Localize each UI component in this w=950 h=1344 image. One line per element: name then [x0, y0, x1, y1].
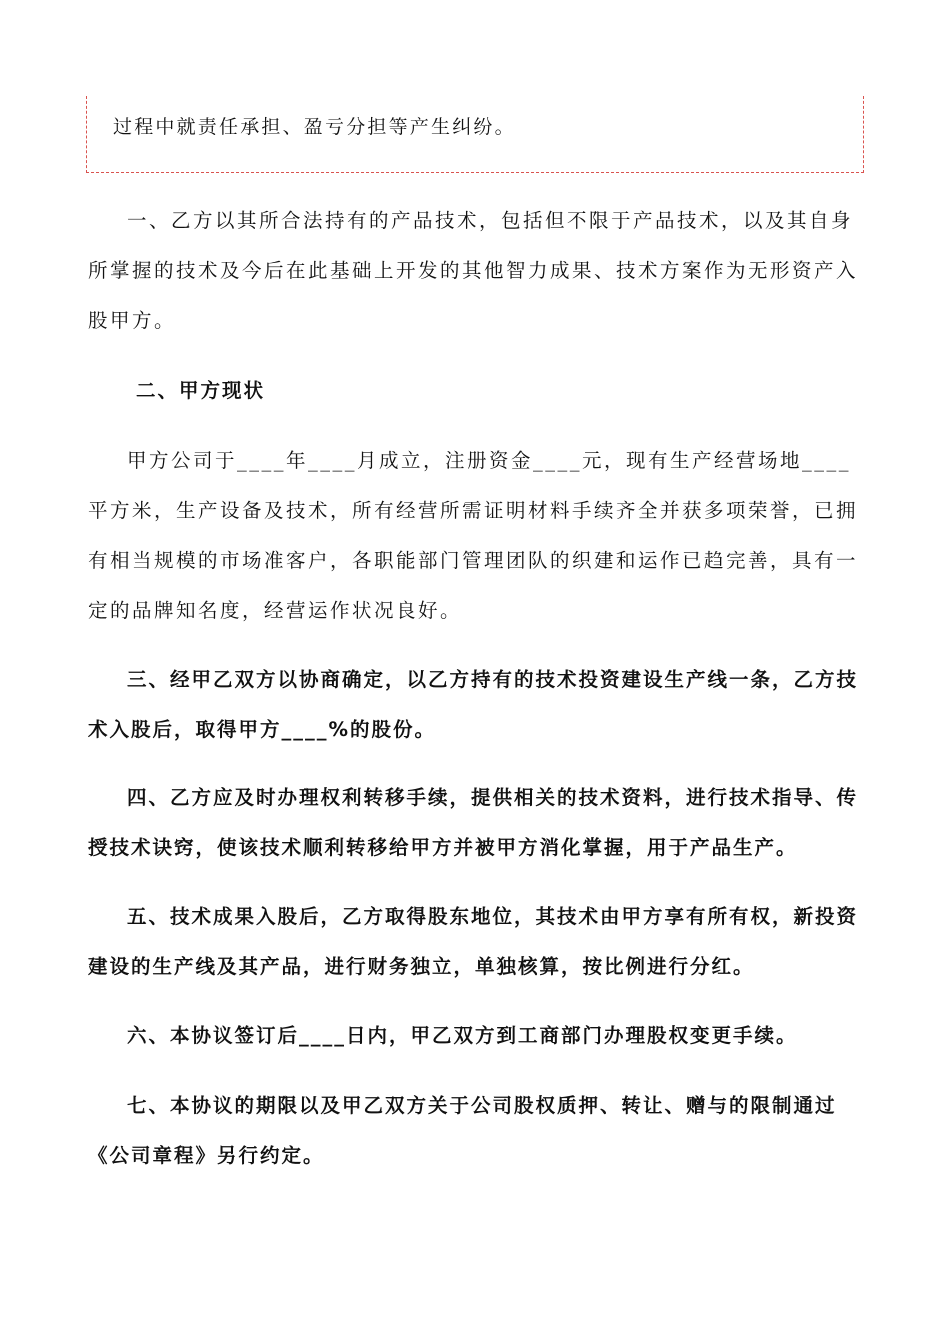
clause-1: 一、乙方以其所合法持有的产品技术，包括但不限于产品技术，以及其自身所掌握的技术及今后在此基础上开发的其他智力成果、技术方案作为无形资产入股甲方。 — [88, 209, 859, 332]
clause-4: 四、乙方应及时办理权利转移手续，提供相关的技术资料，进行技术指导、传授技术诀窍，使该技术顺利转移给甲方并被甲方消化掌握，用于产品生产。 — [88, 786, 859, 859]
dashed-text-box — [86, 96, 864, 173]
heading-2: 二、甲方现状 — [136, 379, 266, 402]
clause-6: 六、本协议签订后____日内，甲乙双方到工商部门办理股权变更手续。 — [127, 1024, 798, 1047]
box-text: 过程中就责任承担、盈亏分担等产生纠纷。 — [113, 116, 516, 138]
clause-7: 七、本协议的期限以及甲乙双方关于公司股权质押、转让、赠与的限制通过《公司章程》另行约定。 — [88, 1094, 837, 1167]
clause-3: 三、经甲乙双方以协商确定，以乙方持有的技术投资建设生产线一条，乙方技术入股后，取得甲方____%的股份。 — [88, 668, 859, 741]
clause-2-body: 甲方公司于____年____月成立，注册资金____元，现有生产经营场地____平方米，生产设备及技术，所有经营所需证明材料手续齐全并获多项荣誉，已拥有相当规模的市场准客户，各职能部门管理团队的织建和运作已趋完善，具有一定的品牌知名度，经营运作状况良好。 — [88, 449, 859, 622]
clause-5: 五、技术成果入股后，乙方取得股东地位，其技术由甲方享有所有权，新投资建设的生产线及其产品，进行财务独立，单独核算，按比例进行分红。 — [88, 905, 859, 978]
